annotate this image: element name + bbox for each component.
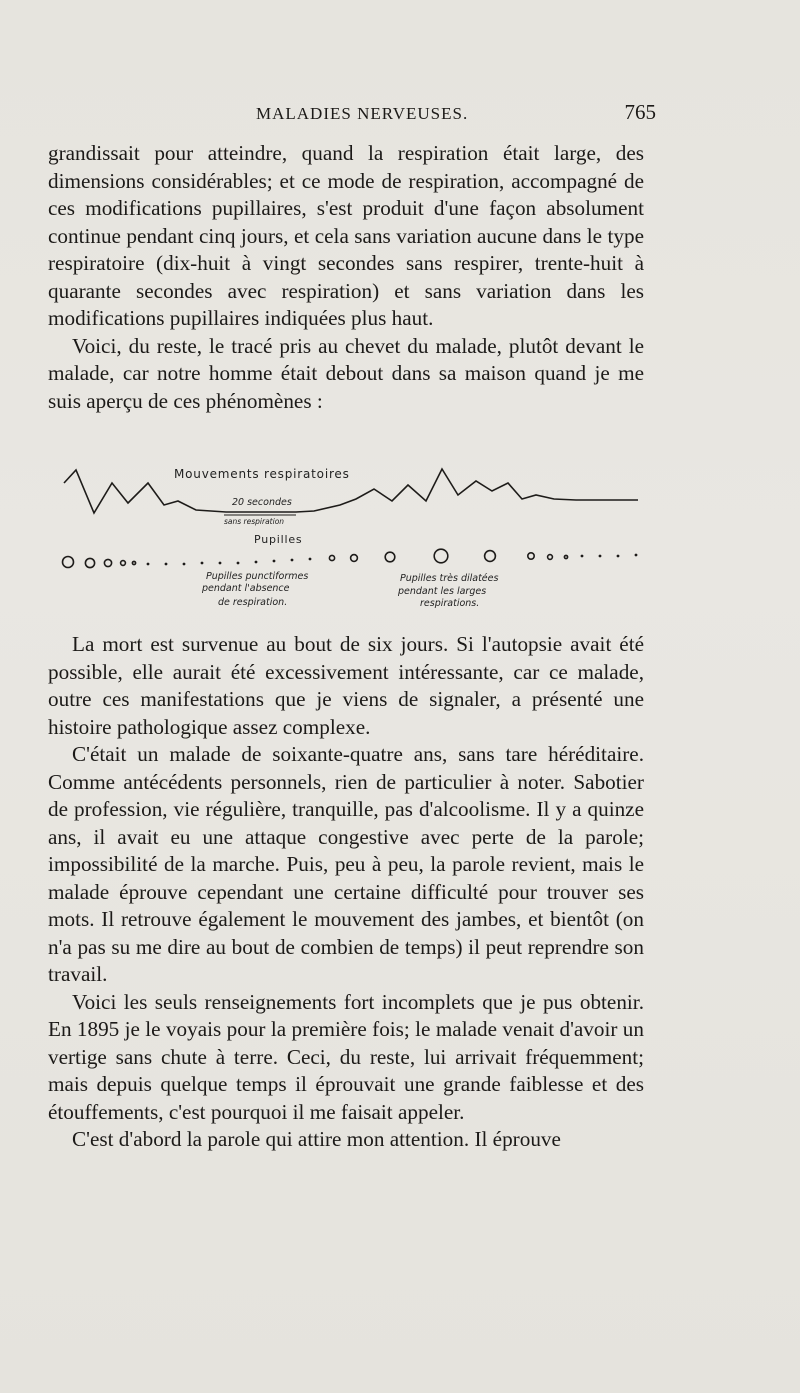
- page-header: [48, 100, 656, 134]
- text-before-figure: [48, 140, 644, 415]
- pupil-dots: [147, 554, 638, 566]
- paragraph: Voici les seuls renseignements fort incomplets que je pus obtenir. En 1895 je le voyais pour la première fois; le malade venait d'avoir un vertige sans chute à terre. Ceci, du reste, lui arrivait fréquemment; mais depuis quelque temps il éprouvait une grande faiblesse et des étouffements, c'est pourquoi il me faisait appeler.: [48, 989, 644, 1124]
- pupil-circles: [63, 549, 568, 567]
- paragraph: Voici, du reste, le tracé pris au chevet du malade, plutôt devant le malade, car notre homme était debout dans sa maison quand je me suis aperçu de ces phénomènes :: [48, 333, 644, 413]
- dilated-note-line-3: respirations.: [420, 598, 480, 609]
- contracted-note-line-1: Pupilles punctiformes: [206, 571, 309, 582]
- apnea-note: sans respiration: [224, 517, 285, 526]
- contracted-note-line-3: de respiration.: [218, 597, 288, 608]
- tracing-drawing: [56, 455, 646, 620]
- paragraph-continued: grandissait pour atteindre, quand la respiration était large, des dimensions considérables; et ce mode de respiration, accompagné de ces modifications pupillaires, s'est produit d'une façon absolument continue pendant cinq jours, et cela sans variation aucune dans le type respiratoire (dix-huit à vingt secondes sans respirer, trente-huit à quarante secondes avec respiration) et sans variation dans les modifications pupillaires indiquées plus haut.: [48, 141, 644, 330]
- text-after-figure: [48, 631, 644, 1154]
- running-title: MALADIES NERVEUSES.: [256, 104, 469, 123]
- respiration-curve: [64, 469, 638, 513]
- paragraph: C'est d'abord la parole qui attire mon attention. Il éprouve: [72, 1127, 561, 1151]
- pupils-label: Pupilles: [254, 533, 303, 546]
- respiration-pupil-tracing: [56, 455, 646, 620]
- page-number: 765: [624, 100, 656, 124]
- apnea-duration-label: 20 secondes: [232, 497, 292, 508]
- dilated-note-line-1: Pupilles très dilatées: [400, 573, 499, 584]
- contracted-note-line-2: pendant l'absence: [202, 583, 290, 594]
- dilated-note-line-2: pendant les larges: [398, 586, 487, 597]
- respiration-label: Mouvements respiratoires: [174, 467, 350, 481]
- paragraph: La mort est survenue au bout de six jours. Si l'autopsie avait été possible, elle aurait été excessivement intéressante, car ce malade, outre ces manifestations que je viens de signaler, a présenté une histoire pathologique assez complexe.: [48, 632, 644, 739]
- paragraph: C'était un malade de soixante-quatre ans, sans tare héréditaire. Comme antécédents personnels, rien de particulier à noter. Sabotier de profession, vie régulière, tranquille, pas d'alcoolisme. Il y a quinze ans, il avait eu une attaque congestive avec perte de la parole; impossibilité de la marche. Puis, peu à peu, la parole revient, mais le malade éprouve cependant une certaine difficulté pour trouver ses mots. Il retrouve également le mouvement des jambes, et bientôt (on n'a pas su me dire au bout de combien de temps) il peut reprendre son travail.: [48, 742, 644, 986]
